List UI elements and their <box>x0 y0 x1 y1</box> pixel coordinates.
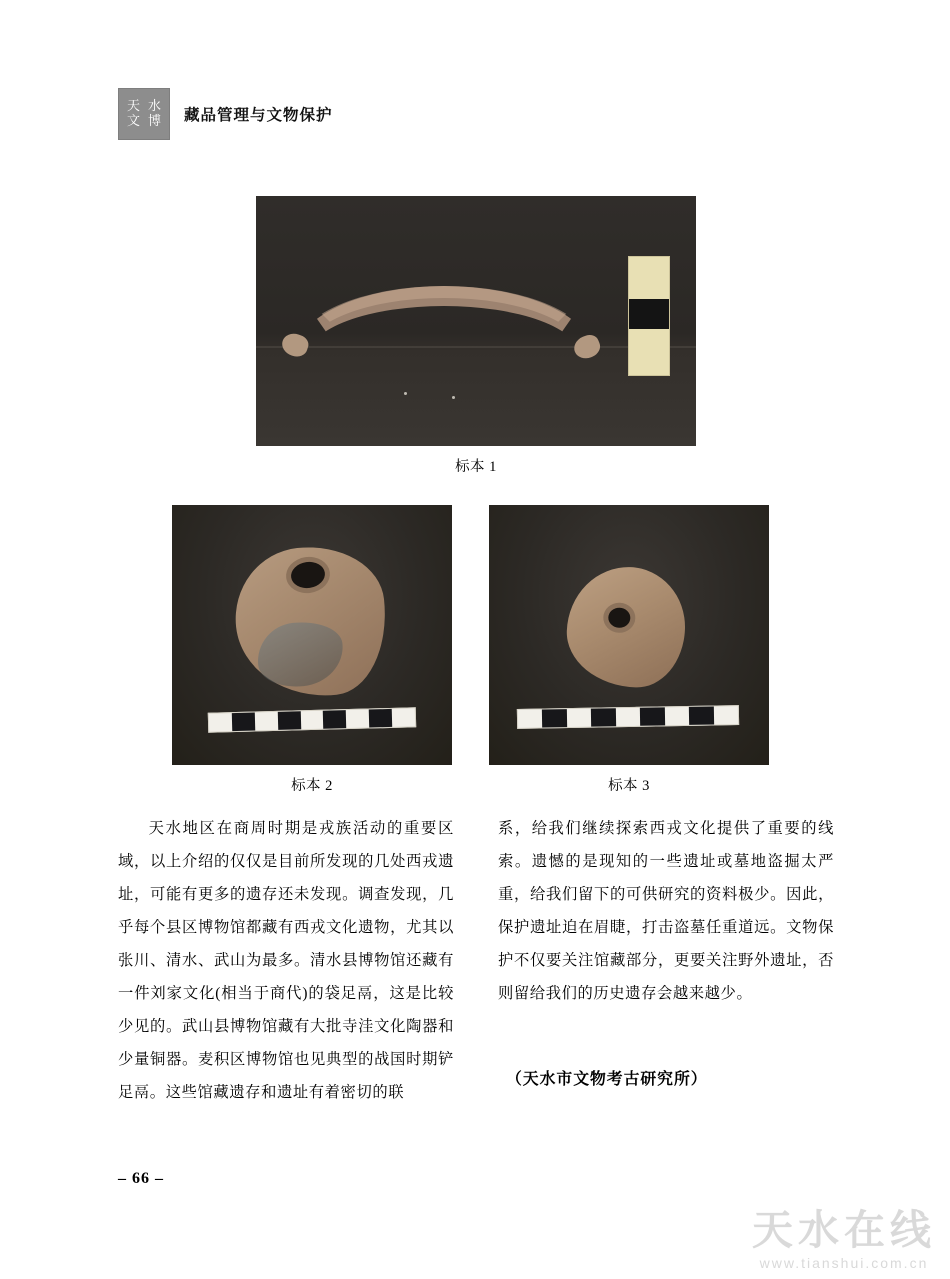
seal-char-2: 水 <box>147 98 161 114</box>
photo-speck <box>404 392 407 395</box>
photo-specimen-1 <box>256 196 696 446</box>
watermark-title: 天水在线 <box>752 1207 936 1253</box>
paragraph-left: 天水地区在商周时期是戎族活动的重要区域，以上介绍的仅仅是目前所发现的几处西戎遗址，可能有更多的遗存还未发现。调查发现，几乎每个县区博物馆都藏有西戎文化遗物，尤其以张川、清水、武山为最多。清水县博物馆还藏有一件刘家文化(相当于商代)的袋足鬲，这是比较少见的。武山县博物馆藏有大批寺洼文化陶器和少量铜器。麦积区博物馆也见典型的战国时期铲足鬲。这些馆藏遗存和遗址有着密切的联 <box>118 820 454 1101</box>
figure-caption-1: 标本 1 <box>455 459 497 475</box>
running-head-title: 藏品管理与文物保护 <box>184 107 333 124</box>
body-column-left <box>118 812 454 1109</box>
scale-marker-block <box>628 256 670 376</box>
article-signature: （天水市文物考古研究所） <box>506 1071 708 1088</box>
scale-ruler <box>517 705 739 729</box>
ruler-segment <box>255 712 278 731</box>
ruler-segment <box>640 707 665 725</box>
seal-char-1: 天 <box>126 98 140 114</box>
body-text-columns <box>118 812 834 1109</box>
photo-specimen-3 <box>489 505 769 765</box>
scale-marker-band <box>629 299 669 329</box>
ruler-segment <box>713 706 738 724</box>
seal-char-4: 博 <box>147 113 161 128</box>
ruler-segment <box>346 710 369 729</box>
ruler-segment <box>300 711 323 730</box>
figure-specimen-2 <box>172 505 452 795</box>
body-column-right <box>498 812 834 1109</box>
figure-caption-3: 标本 3 <box>608 778 650 794</box>
scale-ruler <box>208 707 416 732</box>
ruler-segment <box>664 707 689 725</box>
page-header <box>118 88 333 140</box>
sherd-perforation <box>603 602 636 633</box>
watermark-url: www.tianshui.com.cn <box>759 1255 929 1271</box>
paragraph-right: 系，给我们继续探索西戎文化提供了重要的线索。遗憾的是现知的一些遗址或墓地盗掘太严重，给我们留下的可供研究的资料极少。因此，保护遗址迫在眉睫，打击盗墓任重道远。文物保护不仅要关注馆藏部分，更要关注野外遗址，否则留给我们的历史遗存会越来越少。 <box>498 820 834 1002</box>
ruler-segment <box>689 707 714 725</box>
ruler-segment <box>616 708 641 726</box>
bone-artifact-shape <box>294 286 594 356</box>
ruler-segment <box>323 710 346 729</box>
page-number: – 66 – <box>118 1170 164 1187</box>
ruler-segment <box>277 711 300 730</box>
seal-char-3: 文 <box>126 113 140 128</box>
pottery-sherd-shape <box>565 565 687 689</box>
ruler-segment <box>542 709 567 727</box>
publication-seal-logo <box>118 88 170 140</box>
photo-speck <box>452 396 455 399</box>
ruler-segment <box>591 708 616 726</box>
ruler-segment <box>392 708 415 727</box>
ruler-segment <box>518 709 543 727</box>
ruler-segment <box>232 713 255 732</box>
photo-specimen-2 <box>172 505 452 765</box>
figure-specimen-3 <box>489 505 769 795</box>
figure-caption-2: 标本 2 <box>291 778 333 794</box>
ruler-segment <box>209 713 232 732</box>
ruler-segment <box>369 709 392 728</box>
watermark <box>752 1207 936 1271</box>
figure-specimen-1 <box>256 196 696 476</box>
ruler-segment <box>567 709 592 727</box>
